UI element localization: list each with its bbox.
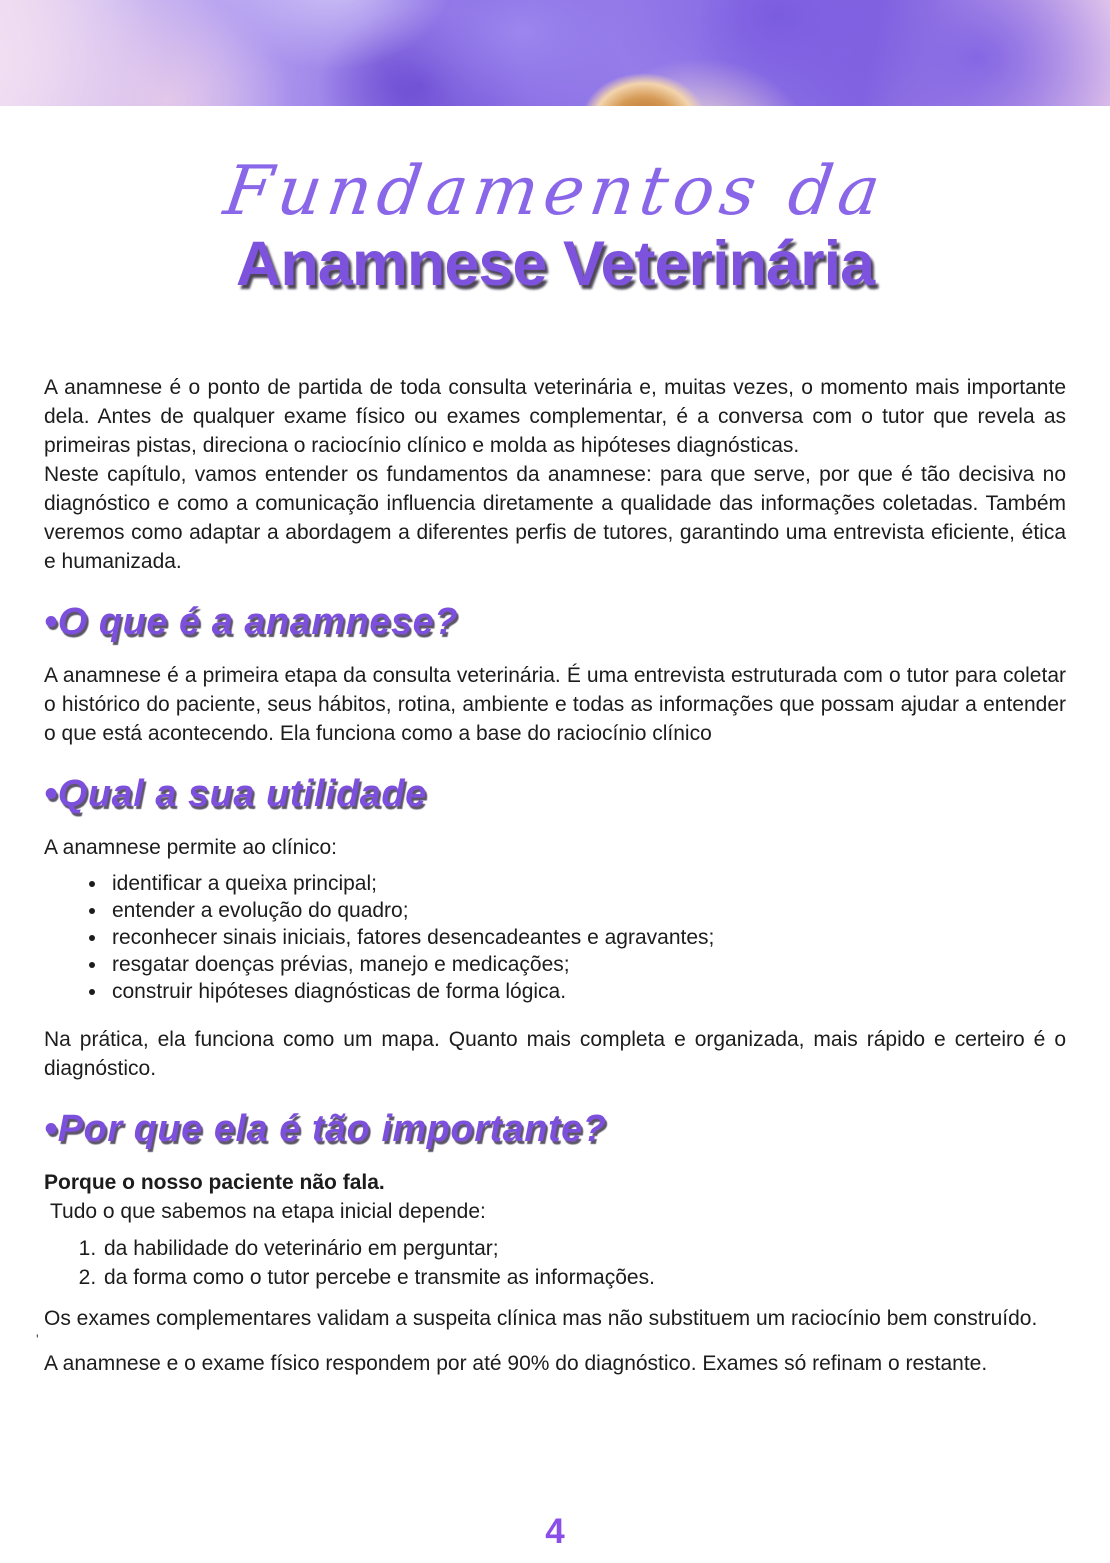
closing-line: A anamnese e o exame físico respondem por até 90% do diagnóstico. Exames só refinam o restante. bbox=[44, 1352, 988, 1375]
intro-paragraph-2: Neste capítulo, vamos entender os fundamentos da anamnese: para que serve, por que é tão decisiva no diagnóstico e como a comunicação influencia diretamente a qualidade das informações coletadas. Também veremos como adaptar a abordagem a diferentes perfis de tutores, garantindo uma entrevista eficiente, ética e humanizada. bbox=[44, 463, 1066, 573]
section-heading-importance: •Por que ela é tão importante? bbox=[44, 1108, 607, 1150]
header-marble-image bbox=[0, 0, 1110, 106]
importance-numbered-list bbox=[44, 1234, 1066, 1292]
importance-after-paragraph: Os exames complementares validam a suspeita clínica mas não substituem um raciocínio bem construído. bbox=[44, 1307, 1038, 1330]
page-number: 4 bbox=[545, 1512, 565, 1551]
list-item: 2. da forma como o tutor percebe e transmite as informações. bbox=[102, 1263, 1066, 1292]
utility-lead: A anamnese permite ao clínico: bbox=[44, 836, 337, 859]
list-item: • reconhecer sinais iniciais, fatores desencadeantes e agravantes; bbox=[108, 924, 1066, 951]
list-item: • construir hipóteses diagnósticas de forma lógica. bbox=[108, 978, 1066, 1005]
chapter-kicker-script: Fundamentos da bbox=[219, 152, 891, 231]
importance-bold-lead: Porque o nosso paciente não fala. bbox=[44, 1171, 385, 1194]
stray-apostrophe-mark: ' bbox=[36, 1331, 39, 1347]
list-item: • resgatar doenças prévias, manejo e medicações; bbox=[108, 951, 1066, 978]
section-heading-utility: •Qual a sua utilidade bbox=[44, 773, 427, 815]
list-item: • entender a evolução do quadro; bbox=[108, 897, 1066, 924]
chapter-title-block bbox=[0, 144, 1110, 299]
intro-paragraph-1: A anamnese é o ponto de partida de toda consulta veterinária e, muitas vezes, o momento mais importante dela. Antes de qualquer exame físico ou exames complementar, é a conversa com o tutor que revela as primeiras pistas, direciona o raciocínio clínico e molda as hipóteses diagnósticas. bbox=[44, 376, 1066, 457]
section-what-is-body: A anamnese é a primeira etapa da consulta veterinária. É uma entrevista estruturada com o tutor para coletar o histórico do paciente, seus hábitos, rotina, ambiente e todas as informações que possam ajudar a entender o que está acontecendo. Ela funciona como a base do raciocínio clínico bbox=[44, 664, 1066, 745]
utility-bullet-list bbox=[44, 870, 1066, 1005]
list-item: 1. da habilidade do veterinário em perguntar; bbox=[102, 1234, 1066, 1263]
list-item: • identificar a queixa principal; bbox=[108, 870, 1066, 897]
importance-sub-lead: Tudo o que sabemos na etapa inicial depende: bbox=[50, 1200, 486, 1223]
chapter-title: Anamnese Veterinária bbox=[235, 229, 875, 299]
page-content bbox=[0, 373, 1110, 1378]
section-heading-what-is-anamnese: •O que é a anamnese? bbox=[44, 601, 459, 643]
utility-after-paragraph: Na prática, ela funciona como um mapa. Quanto mais completa e organizada, mais rápido e certeiro é o diagnóstico. bbox=[44, 1028, 1066, 1080]
